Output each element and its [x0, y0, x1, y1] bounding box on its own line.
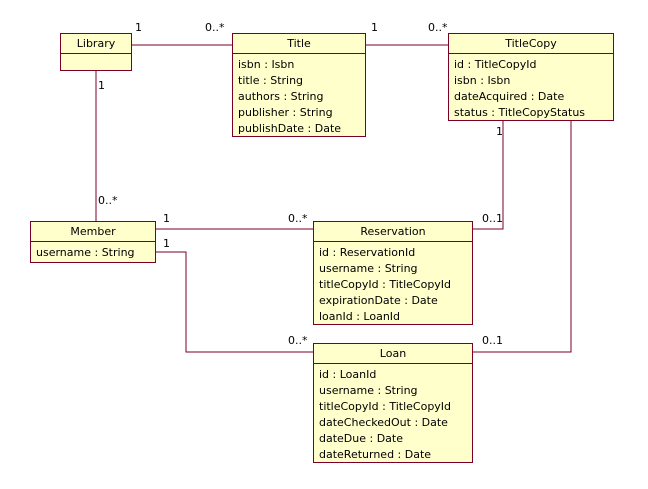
uml-class-loan-attributes	[314, 364, 472, 467]
uml-class-member-name: Member	[70, 225, 116, 238]
uml-attribute: title : String	[238, 74, 304, 87]
uml-attribute: isbn : Isbn	[238, 58, 295, 71]
uml-attribute: loanId : LoanId	[319, 310, 401, 323]
multiplicity-label: 1	[135, 21, 142, 34]
uml-attribute: username : String	[36, 246, 135, 259]
uml-class-reservation-attributes	[314, 242, 472, 329]
uml-class-titlecopy-name: TitleCopy	[505, 37, 557, 50]
uml-attribute: dateReturned : Date	[319, 448, 432, 461]
uml-class-reservation-name: Reservation	[360, 225, 426, 238]
multiplicity-label: 0..1	[482, 212, 503, 225]
multiplicity-label: 0..1	[482, 334, 503, 347]
uml-class-title-name: Title	[287, 37, 311, 50]
multiplicity-label: 1	[163, 212, 170, 225]
uml-class-titlecopy[interactable]	[448, 33, 614, 121]
uml-attribute: titleCopyId : TitleCopyId	[319, 400, 452, 413]
uml-attribute: publisher : String	[238, 106, 333, 119]
uml-attribute: username : String	[319, 384, 418, 397]
uml-class-reservation[interactable]	[313, 221, 473, 325]
uml-attribute: publishDate : Date	[238, 122, 342, 135]
multiplicity-label: 1	[98, 79, 105, 92]
uml-attribute: id : ReservationId	[319, 246, 416, 259]
uml-attribute: dateCheckedOut : Date	[319, 416, 448, 429]
uml-attribute: dateDue : Date	[319, 432, 404, 445]
uml-attribute: id : TitleCopyId	[454, 58, 537, 71]
multiplicity-label: 0..*	[288, 212, 308, 225]
uml-class-library-attributes	[61, 54, 131, 81]
uml-class-loan[interactable]	[313, 343, 473, 463]
multiplicity-label: 1	[496, 125, 503, 138]
uml-class-library-name: Library	[76, 37, 116, 50]
uml-class-member-attributes	[31, 242, 155, 265]
uml-class-member[interactable]	[30, 221, 156, 263]
uml-attribute: id : LoanId	[319, 368, 377, 381]
multiplicity-label: 1	[371, 21, 378, 34]
multiplicity-label: 0..*	[288, 334, 308, 347]
uml-attribute: dateAcquired : Date	[454, 90, 565, 103]
multiplicity-label: 0..*	[428, 21, 448, 34]
multiplicity-label: 1	[163, 237, 170, 250]
uml-class-title-attributes	[233, 54, 365, 141]
uml-attribute: expirationDate : Date	[319, 294, 438, 307]
uml-attribute: authors : String	[238, 90, 324, 103]
uml-attribute: isbn : Isbn	[454, 74, 511, 87]
multiplicity-label: 0..*	[98, 194, 118, 207]
uml-attribute: username : String	[319, 262, 418, 275]
uml-class-loan-name: Loan	[379, 347, 407, 360]
uml-attribute: status : TitleCopyStatus	[454, 106, 586, 119]
uml-class-library[interactable]	[60, 33, 132, 71]
uml-class-title[interactable]	[232, 33, 366, 137]
uml-class-titlecopy-attributes	[449, 54, 613, 125]
multiplicity-label: 0..*	[205, 21, 225, 34]
uml-attribute: titleCopyId : TitleCopyId	[319, 278, 452, 291]
